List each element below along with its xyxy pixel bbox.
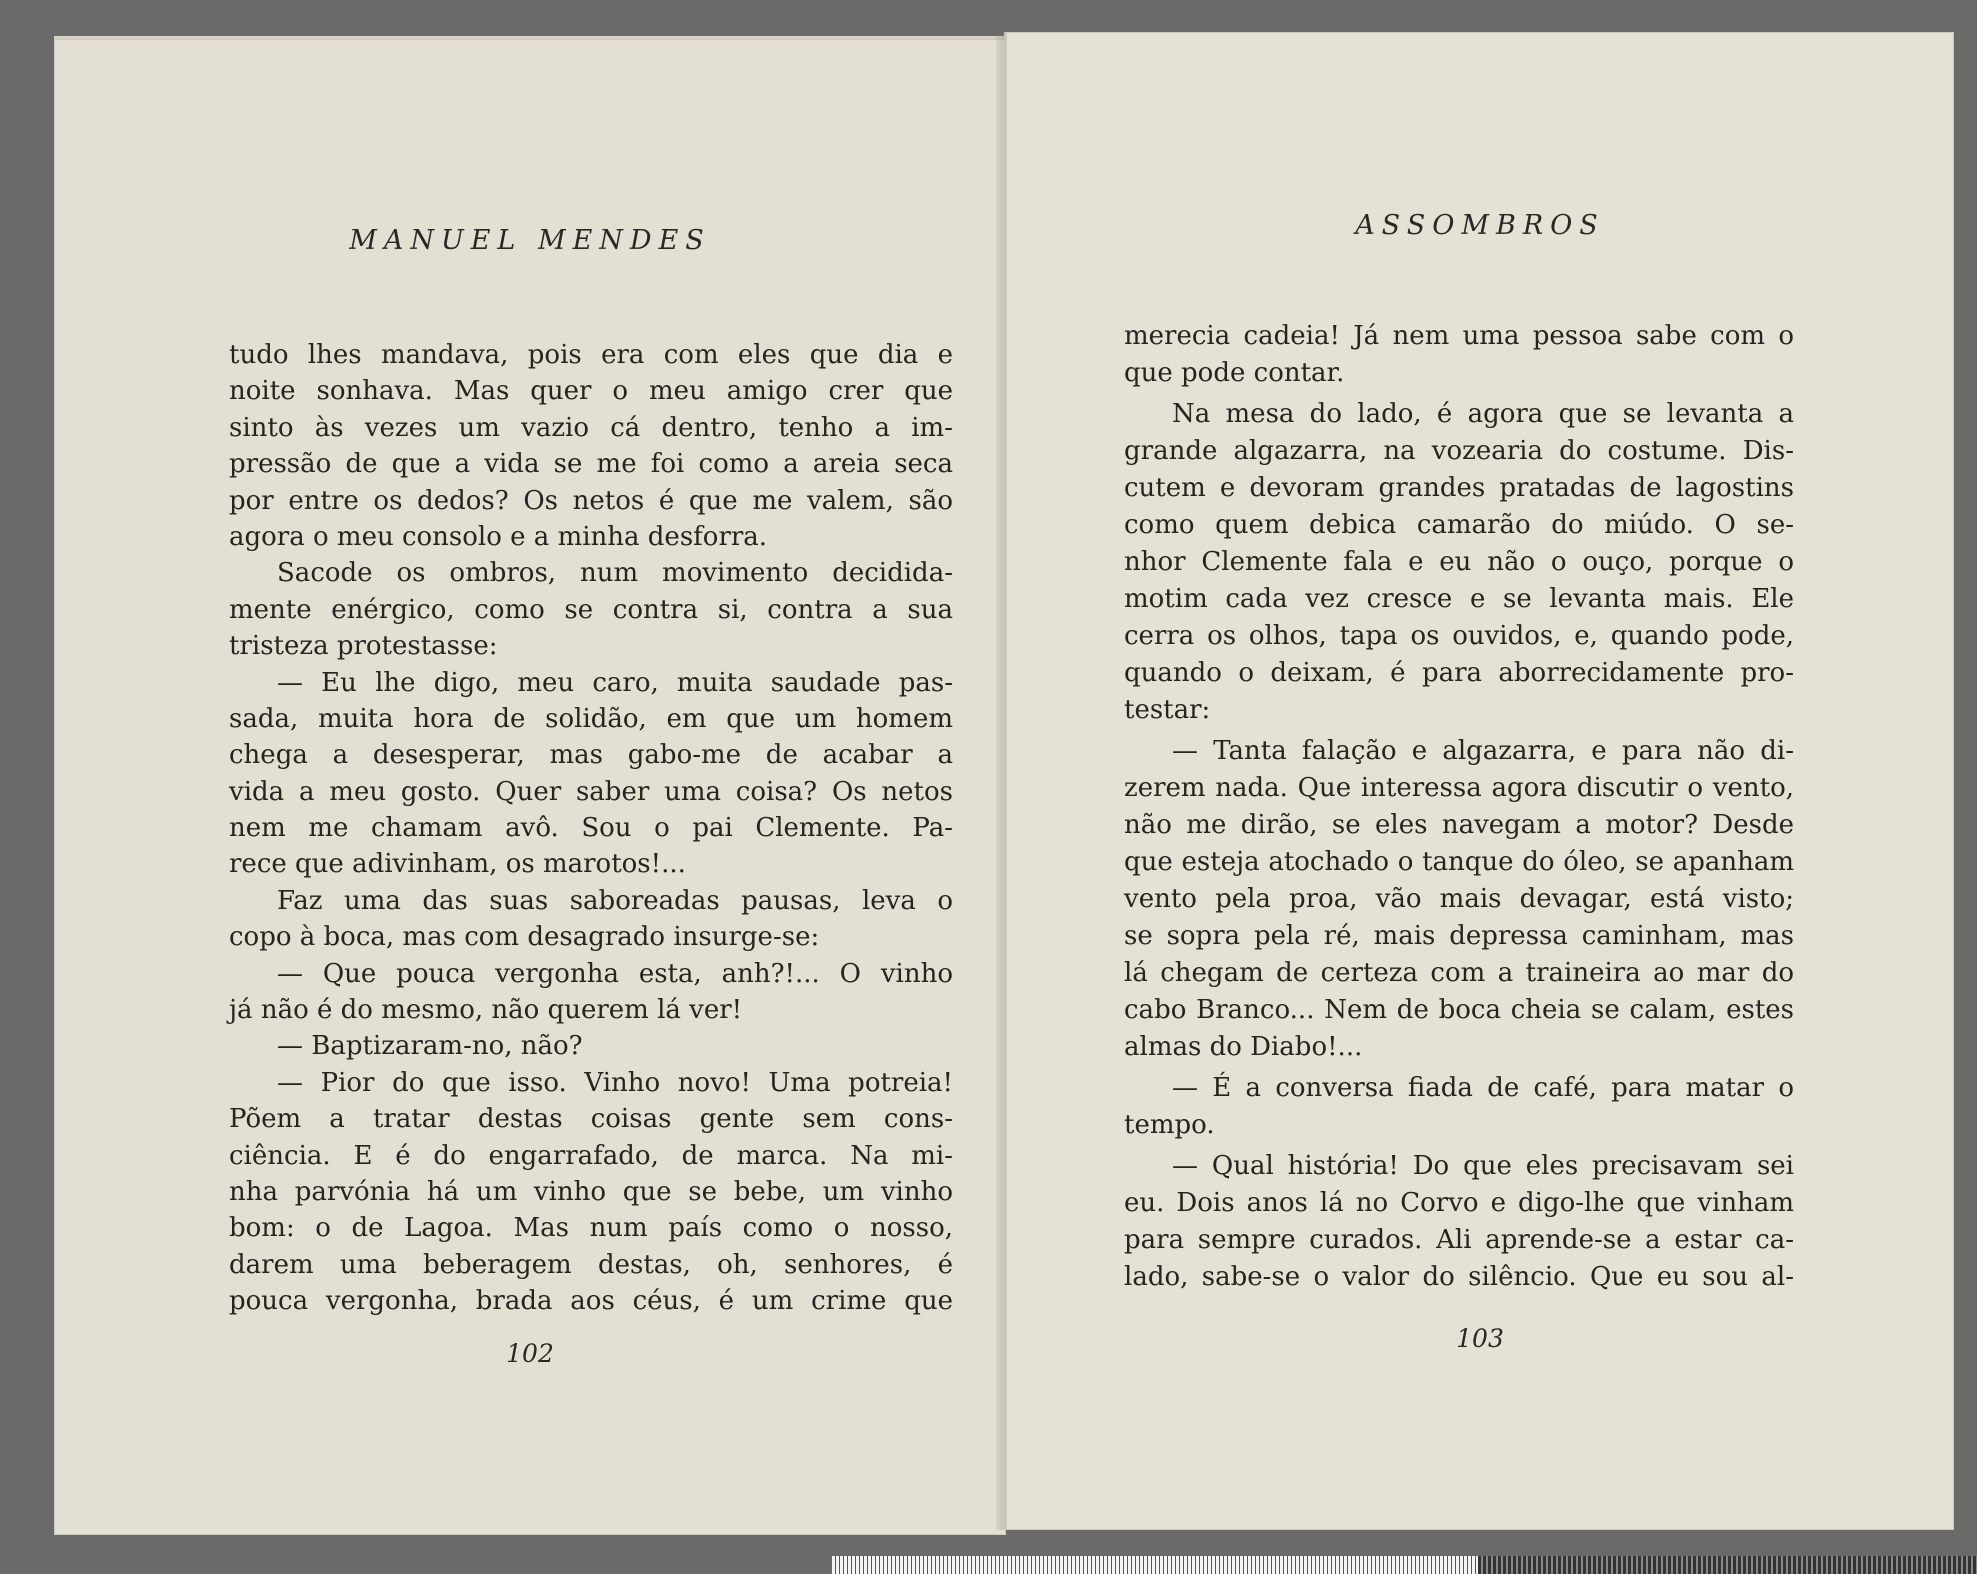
text-line: por entre os dedos? Os netos é que me valem, são (229, 485, 953, 516)
text-line: quando o deixam, é para aborrecidamente pro- (1124, 658, 1794, 688)
text-line: — Que pouca vergonha esta, anh?!... O vinho (277, 958, 953, 989)
text-line: que pode contar. (1124, 358, 1345, 388)
text-line: cutem e devoram grandes pratadas de lagostins (1124, 473, 1794, 503)
running-head-right: ASSOMBROS (1355, 210, 1605, 241)
text-line: rece que adivinham, os marotos!... (229, 849, 686, 880)
text-line: copo à boca, mas com desagrado insurge-se: (229, 922, 820, 953)
text-line: Na mesa do lado, é agora que se levanta a (1172, 399, 1794, 429)
text-line: — Eu lhe digo, meu caro, muita saudade pas- (277, 667, 953, 698)
text-line: nha parvónia há um vinho que se bebe, um vinho (229, 1176, 953, 1207)
text-line: mente enérgico, como se contra si, contra a sua (229, 594, 953, 625)
text-line: eu. Dois anos lá no Corvo e digo-lhe que vinham (1124, 1188, 1794, 1218)
text-line: se sopra pela ré, mais depressa caminham, mas (1124, 921, 1794, 951)
text-line: que esteja atochado o tanque do óleo, se apanham (1124, 847, 1794, 877)
text-line: lado, sabe-se o valor do silêncio. Que eu sou al- (1124, 1262, 1794, 1292)
left-text-block (229, 337, 953, 1320)
right-text-block (1124, 318, 1794, 1296)
text-line: almas do Diabo!... (1124, 1032, 1363, 1062)
scale-ruler (832, 1556, 1977, 1574)
text-line: lá chegam de certeza com a traineira ao mar do (1124, 958, 1794, 988)
left-page (54, 36, 1006, 1535)
text-line: pressão de que a vida se me foi como a areia seca (229, 449, 953, 480)
text-line: ciência. E é do engarrafado, de marca. Na mi- (229, 1140, 953, 1171)
text-line: Põem a tratar destas coisas gente sem cons- (229, 1104, 953, 1135)
text-line: cabo Branco... Nem de boca cheia se calam, estes (1124, 995, 1794, 1025)
text-line: não me dirão, se eles navegam a motor? Desde (1124, 810, 1794, 840)
page-number-left: 102 (506, 1339, 554, 1368)
text-line: chega a desesperar, mas gabo-me de acabar a (229, 740, 953, 771)
scale-ruler-dark-band (1478, 1556, 1977, 1574)
text-line: testar: (1124, 695, 1211, 725)
text-line: darem uma beberagem destas, oh, senhores, é (229, 1249, 953, 1280)
text-line: sinto às vezes um vazio cá dentro, tenho a im- (229, 412, 953, 443)
right-page (1004, 32, 1954, 1530)
text-line: sada, muita hora de solidão, em que um homem (229, 703, 953, 734)
text-line: agora o meu consolo e a minha desforra. (229, 521, 768, 552)
text-line: pouca vergonha, brada aos céus, é um crime que (229, 1286, 953, 1317)
text-line: Faz uma das suas saboreadas pausas, leva o (277, 885, 953, 916)
text-line: tempo. (1124, 1110, 1215, 1140)
text-line: tudo lhes mandava, pois era com eles que dia e (229, 340, 953, 370)
text-line: tristeza protestasse: (229, 631, 498, 662)
page-number-right: 103 (1456, 1324, 1504, 1353)
text-line: bom: o de Lagoa. Mas num país como o nosso, (229, 1213, 953, 1244)
text-line: zerem nada. Que interessa agora discutir o vento, (1124, 773, 1794, 803)
text-line: para sempre curados. Ali aprende-se a estar ca- (1124, 1225, 1794, 1255)
text-line: noite sonhava. Mas quer o meu amigo crer que (229, 376, 953, 407)
text-line: — Pior do que isso. Vinho novo! Uma potreia! (277, 1067, 953, 1098)
text-line: Sacode os ombros, num movimento decidida- (277, 558, 953, 589)
text-line: como quem debica camarão do miúdo. O se- (1124, 510, 1794, 540)
text-line: nhor Clemente fala e eu não o ouço, porque o (1124, 547, 1794, 577)
text-line: grande algazarra, na vozearia do costume. Dis- (1124, 436, 1794, 466)
text-line: — Qual história! Do que eles precisavam sei (1172, 1151, 1794, 1181)
text-line: merecia cadeia! Já nem uma pessoa sabe com o (1124, 321, 1794, 351)
text-line: — É a conversa fiada de café, para matar o (1172, 1073, 1794, 1103)
text-line: motim cada vez cresce e se levanta mais. Ele (1124, 584, 1794, 614)
text-line: — Tanta falação e algazarra, e para não di- (1172, 736, 1794, 766)
text-line: já não é do mesmo, não querem lá ver! (229, 995, 743, 1026)
text-line: nem me chamam avô. Sou o pai Clemente. Pa- (229, 813, 953, 844)
text-line: cerra os olhos, tapa os ouvidos, e, quando pode, (1124, 621, 1794, 651)
text-line: — Baptizaram-no, não? (277, 1031, 583, 1062)
running-head-left: MANUEL MENDES (349, 225, 711, 256)
text-line: vida a meu gosto. Quer saber uma coisa? Os netos (229, 776, 953, 807)
text-line: vento pela proa, vão mais devagar, está visto; (1124, 884, 1794, 914)
